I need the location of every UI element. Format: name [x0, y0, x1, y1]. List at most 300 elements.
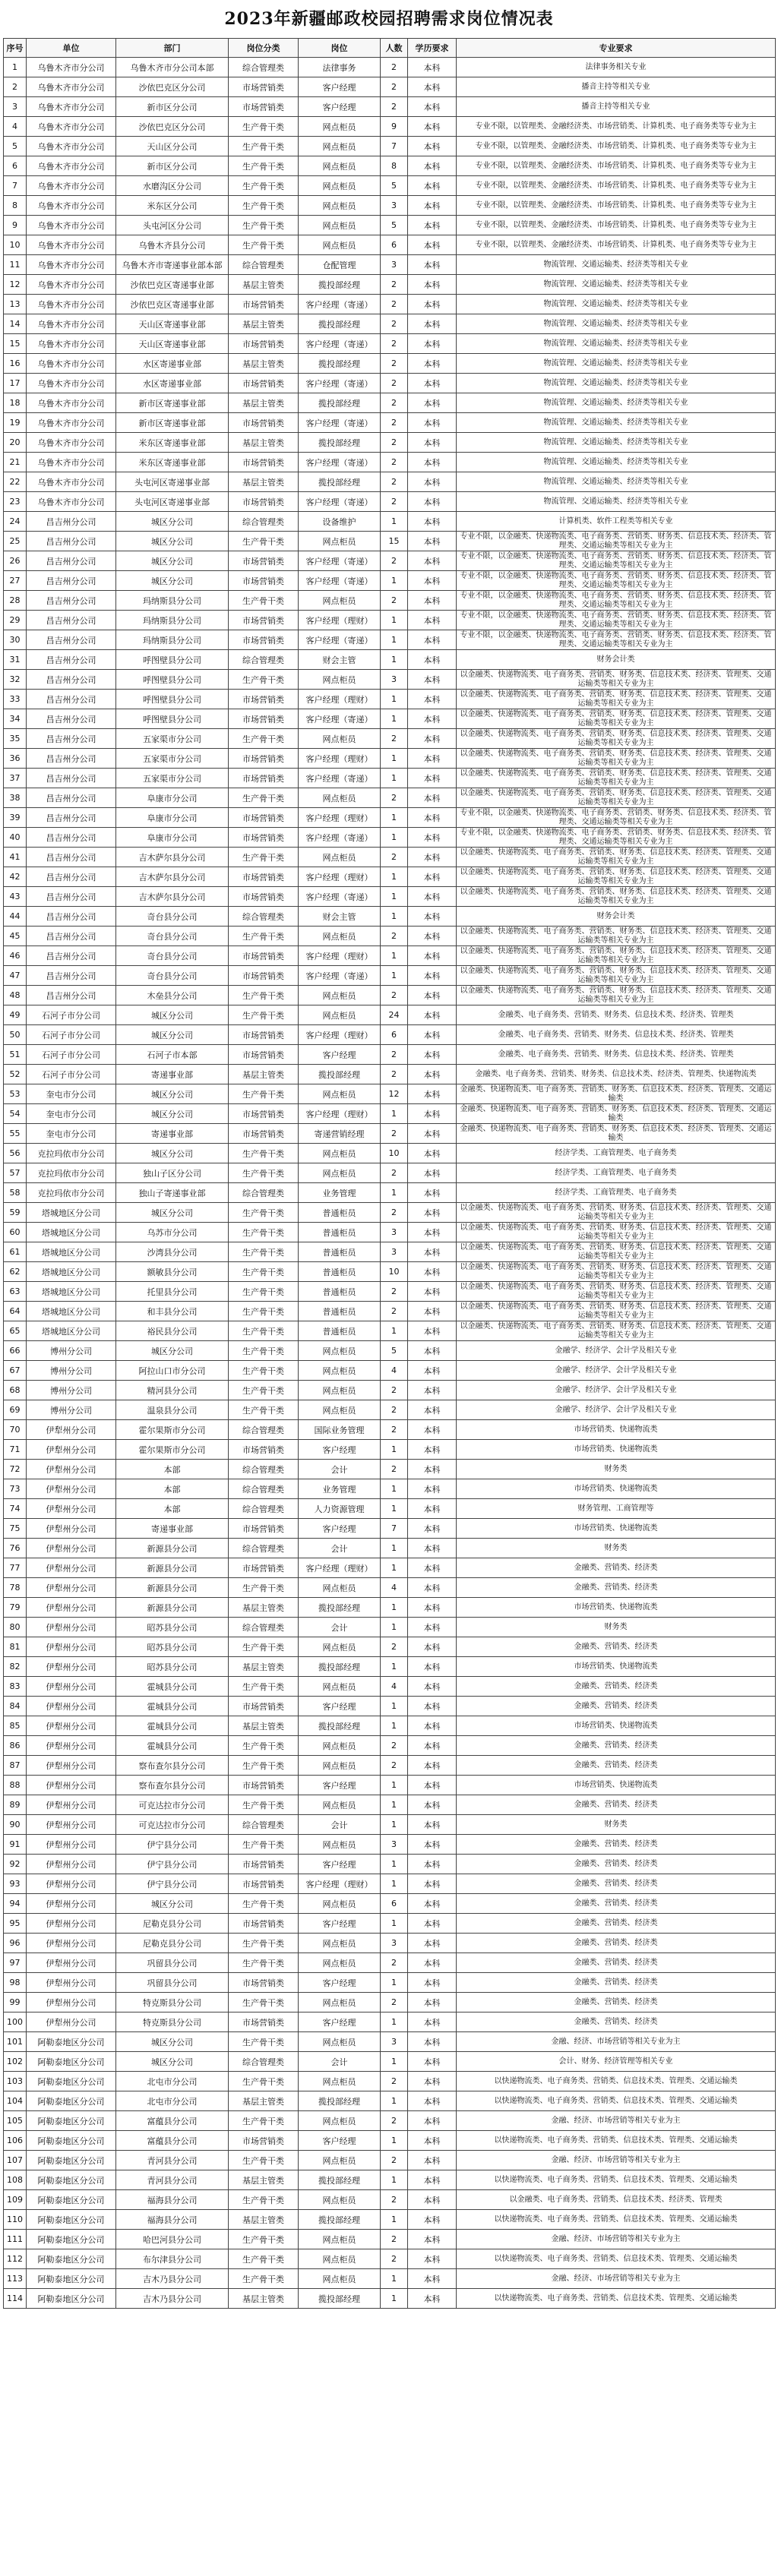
table-row	[4, 393, 776, 413]
cell-department: 托里县分公司	[116, 1282, 229, 1302]
cell-department: 城区分公司	[116, 1894, 229, 1914]
cell-position: 网点柜员	[299, 156, 381, 176]
cell-headcount: 10	[381, 1262, 408, 1282]
cell-index: 39	[4, 808, 27, 828]
table-row	[4, 156, 776, 176]
cell-major: 物流管理、交通运输类、经济类等相关专业	[457, 314, 776, 334]
table-row	[4, 314, 776, 334]
cell-index: 60	[4, 1223, 27, 1242]
cell-category: 市场营销类	[229, 2131, 299, 2151]
cell-education: 本科	[408, 176, 457, 196]
cell-education: 本科	[408, 1302, 457, 1321]
cell-unit: 阿勒泰地区分公司	[27, 2131, 116, 2151]
cell-unit: 石河子市分公司	[27, 1005, 116, 1025]
cell-position: 普通柜员	[299, 1321, 381, 1341]
cell-position: 揽投部经理	[299, 1657, 381, 1677]
cell-position: 网点柜员	[299, 591, 381, 611]
cell-unit: 昌吉州分公司	[27, 828, 116, 848]
cell-position: 网点柜员	[299, 986, 381, 1005]
header-department: 部门	[116, 39, 229, 58]
cell-education: 本科	[408, 393, 457, 413]
cell-department: 察布查尔县分公司	[116, 1756, 229, 1776]
cell-education: 本科	[408, 1420, 457, 1440]
cell-index: 33	[4, 690, 27, 709]
cell-category: 生产骨干类	[229, 1993, 299, 2012]
cell-department: 天山区寄递事业部	[116, 334, 229, 354]
cell-position: 客户经理（理财）	[299, 690, 381, 709]
cell-education: 本科	[408, 196, 457, 216]
cell-category: 生产骨干类	[229, 1578, 299, 1598]
cell-category: 生产骨干类	[229, 729, 299, 749]
cell-category: 市场营销类	[229, 77, 299, 97]
cell-position: 客户经理（寄递）	[299, 966, 381, 986]
cell-department: 本部	[116, 1460, 229, 1479]
cell-department: 阜康市分公司	[116, 828, 229, 848]
cell-unit: 昌吉州分公司	[27, 867, 116, 887]
cell-education: 本科	[408, 769, 457, 788]
cell-education: 本科	[408, 1045, 457, 1065]
cell-headcount: 3	[381, 1835, 408, 1855]
cell-education: 本科	[408, 887, 457, 907]
cell-education: 本科	[408, 2289, 457, 2309]
cell-major: 物流管理、交通运输类、经济类等相关专业	[457, 472, 776, 492]
cell-unit: 伊犁州分公司	[27, 1756, 116, 1776]
cell-unit: 昌吉州分公司	[27, 611, 116, 630]
cell-position: 客户经理	[299, 2012, 381, 2032]
cell-headcount: 1	[381, 1657, 408, 1677]
cell-department: 霍城县分公司	[116, 1697, 229, 1716]
cell-major: 市场营销类、快递物流类	[457, 1657, 776, 1677]
cell-unit: 伊犁州分公司	[27, 1835, 116, 1855]
cell-category: 市场营销类	[229, 1855, 299, 1874]
cell-headcount: 2	[381, 1993, 408, 2012]
cell-position: 网点柜员	[299, 1578, 381, 1598]
cell-education: 本科	[408, 1953, 457, 1973]
cell-education: 本科	[408, 1341, 457, 1361]
cell-headcount: 2	[381, 77, 408, 97]
cell-department: 玛纳斯县分公司	[116, 630, 229, 650]
table-row	[4, 1558, 776, 1578]
cell-major: 以金融类、快递物流类、电子商务类、营销类、财务类、信息技术类、经济类、管理类、交通运输类等相关专业为主	[457, 1282, 776, 1302]
cell-major: 金融类、营销类、经济类	[457, 1973, 776, 1993]
cell-headcount: 1	[381, 1479, 408, 1499]
cell-category: 生产骨干类	[229, 176, 299, 196]
cell-headcount: 1	[381, 828, 408, 848]
cell-major: 市场营销类、快递物流类	[457, 1440, 776, 1460]
cell-major: 物流管理、交通运输类、经济类等相关专业	[457, 374, 776, 393]
cell-headcount: 4	[381, 1677, 408, 1697]
cell-education: 本科	[408, 1005, 457, 1025]
cell-headcount: 1	[381, 1973, 408, 1993]
cell-index: 2	[4, 77, 27, 97]
cell-major: 金融类、营销类、经济类	[457, 1894, 776, 1914]
cell-index: 21	[4, 453, 27, 472]
cell-index: 58	[4, 1183, 27, 1203]
cell-index: 112	[4, 2249, 27, 2269]
cell-category: 生产骨干类	[229, 137, 299, 156]
table-row	[4, 413, 776, 433]
table-row	[4, 2151, 776, 2170]
cell-education: 本科	[408, 1795, 457, 1815]
cell-index: 100	[4, 2012, 27, 2032]
cell-education: 本科	[408, 1558, 457, 1578]
cell-position: 客户经理（寄递）	[299, 453, 381, 472]
cell-index: 68	[4, 1381, 27, 1400]
cell-position: 财会主管	[299, 650, 381, 670]
cell-headcount: 2	[381, 848, 408, 867]
cell-headcount: 2	[381, 2230, 408, 2249]
cell-unit: 塔城地区分公司	[27, 1262, 116, 1282]
table-row	[4, 512, 776, 532]
header-index: 序号	[4, 39, 27, 58]
cell-education: 本科	[408, 1124, 457, 1144]
cell-major: 金融类、营销类、经济类	[457, 1637, 776, 1657]
cell-position: 普通柜员	[299, 1203, 381, 1223]
cell-unit: 乌鲁木齐市分公司	[27, 354, 116, 374]
cell-category: 综合管理类	[229, 1479, 299, 1499]
cell-major: 金融、经济、市场营销等相关专业为主	[457, 2230, 776, 2249]
cell-index: 70	[4, 1420, 27, 1440]
cell-education: 本科	[408, 907, 457, 927]
cell-headcount: 2	[381, 591, 408, 611]
cell-education: 本科	[408, 1657, 457, 1677]
table-row	[4, 1539, 776, 1558]
table-row	[4, 1776, 776, 1795]
table-row	[4, 1953, 776, 1973]
cell-category: 基层主管类	[229, 472, 299, 492]
cell-unit: 乌鲁木齐市分公司	[27, 156, 116, 176]
cell-position: 揽投部经理	[299, 472, 381, 492]
cell-category: 基层主管类	[229, 275, 299, 295]
cell-unit: 阿勒泰地区分公司	[27, 2111, 116, 2131]
table-row	[4, 354, 776, 374]
cell-index: 28	[4, 591, 27, 611]
cell-education: 本科	[408, 927, 457, 946]
table-row	[4, 1104, 776, 1124]
cell-department: 奇台县分公司	[116, 966, 229, 986]
cell-unit: 塔城地区分公司	[27, 1321, 116, 1341]
cell-department: 新市区分公司	[116, 156, 229, 176]
cell-index: 94	[4, 1894, 27, 1914]
cell-headcount: 1	[381, 887, 408, 907]
cell-headcount: 2	[381, 551, 408, 571]
cell-category: 综合管理类	[229, 1618, 299, 1637]
cell-category: 市场营销类	[229, 1874, 299, 1894]
cell-unit: 伊犁州分公司	[27, 1716, 116, 1736]
table-row	[4, 1914, 776, 1934]
cell-unit: 昌吉州分公司	[27, 749, 116, 769]
cell-category: 基层主管类	[229, 2091, 299, 2111]
cell-unit: 伊犁州分公司	[27, 1657, 116, 1677]
cell-education: 本科	[408, 986, 457, 1005]
cell-headcount: 1	[381, 571, 408, 591]
cell-unit: 伊犁州分公司	[27, 1815, 116, 1835]
cell-major: 专业不限，以管理类、金融经济类、市场营销类、计算机类、电子商务类等专业为主	[457, 235, 776, 255]
cell-unit: 伊犁州分公司	[27, 1855, 116, 1874]
cell-index: 79	[4, 1598, 27, 1618]
cell-major: 经济学类、工商管理类、电子商务类	[457, 1144, 776, 1163]
cell-position: 揽投部经理	[299, 2091, 381, 2111]
cell-department: 哈巴河县分公司	[116, 2230, 229, 2249]
cell-major: 财务类	[457, 1460, 776, 1479]
cell-unit: 伊犁州分公司	[27, 1697, 116, 1716]
header-category: 岗位分类	[229, 39, 299, 58]
cell-category: 综合管理类	[229, 58, 299, 77]
cell-category: 生产骨干类	[229, 2230, 299, 2249]
table-row	[4, 650, 776, 670]
cell-major: 市场营销类、快递物流类	[457, 1519, 776, 1539]
cell-position: 网点柜员	[299, 2190, 381, 2210]
cell-department: 玛纳斯县分公司	[116, 591, 229, 611]
cell-unit: 伊犁州分公司	[27, 1539, 116, 1558]
cell-headcount: 9	[381, 117, 408, 137]
cell-headcount: 2	[381, 1400, 408, 1420]
cell-headcount: 6	[381, 1894, 408, 1914]
cell-department: 巩留县分公司	[116, 1973, 229, 1993]
table-row	[4, 1025, 776, 1045]
cell-headcount: 7	[381, 137, 408, 156]
cell-unit: 昌吉州分公司	[27, 690, 116, 709]
cell-category: 市场营销类	[229, 551, 299, 571]
cell-education: 本科	[408, 1578, 457, 1598]
cell-unit: 博州分公司	[27, 1341, 116, 1361]
cell-education: 本科	[408, 1716, 457, 1736]
cell-index: 93	[4, 1874, 27, 1894]
cell-position: 客户经理（理财）	[299, 1558, 381, 1578]
cell-position: 客户经理（寄递）	[299, 551, 381, 571]
cell-index: 5	[4, 137, 27, 156]
cell-headcount: 7	[381, 1519, 408, 1539]
cell-unit: 乌鲁木齐市分公司	[27, 176, 116, 196]
cell-unit: 乌鲁木齐市分公司	[27, 196, 116, 216]
cell-major: 以金融类、快递物流类、电子商务类、营销类、财务类、信息技术类、经济类、管理类、交通运输类等相关专业为主	[457, 1242, 776, 1262]
cell-headcount: 2	[381, 1420, 408, 1440]
cell-unit: 昌吉州分公司	[27, 571, 116, 591]
cell-position: 普通柜员	[299, 1282, 381, 1302]
cell-major: 以快递物流类、电子商务类、营销类、信息技术类、管理类、交通运输类	[457, 2210, 776, 2230]
cell-department: 城区分公司	[116, 571, 229, 591]
cell-department: 伊宁县分公司	[116, 1855, 229, 1874]
cell-department: 新源县分公司	[116, 1598, 229, 1618]
cell-index: 50	[4, 1025, 27, 1045]
cell-headcount: 4	[381, 1578, 408, 1598]
cell-major: 金融类、营销类、经济类	[457, 1756, 776, 1776]
cell-headcount: 3	[381, 670, 408, 690]
cell-major: 金融类、营销类、经济类	[457, 1874, 776, 1894]
cell-unit: 乌鲁木齐市分公司	[27, 235, 116, 255]
cell-headcount: 5	[381, 176, 408, 196]
cell-major: 金融学、经济学、会计学及相关专业	[457, 1400, 776, 1420]
table-body	[4, 58, 776, 2309]
cell-index: 25	[4, 532, 27, 551]
cell-department: 吉木乃县分公司	[116, 2289, 229, 2309]
table-row	[4, 611, 776, 630]
cell-index: 27	[4, 571, 27, 591]
cell-category: 基层主管类	[229, 2289, 299, 2309]
header-major: 专业要求	[457, 39, 776, 58]
cell-headcount: 2	[381, 2190, 408, 2210]
cell-department: 尼勒克县分公司	[116, 1914, 229, 1934]
cell-major: 金融学、经济学、会计学及相关专业	[457, 1361, 776, 1381]
cell-category: 生产骨干类	[229, 1242, 299, 1262]
cell-headcount: 4	[381, 1361, 408, 1381]
cell-education: 本科	[408, 591, 457, 611]
cell-headcount: 2	[381, 492, 408, 512]
cell-unit: 伊犁州分公司	[27, 1776, 116, 1795]
cell-category: 生产骨干类	[229, 1677, 299, 1697]
cell-major: 金融类、快递物流类、电子商务类、营销类、财务类、信息技术类、经济类、管理类、交通运输类	[457, 1124, 776, 1144]
cell-headcount: 1	[381, 2131, 408, 2151]
cell-position: 网点柜员	[299, 532, 381, 551]
cell-department: 裕民县分公司	[116, 1321, 229, 1341]
cell-major: 金融类、快递物流类、电子商务类、营销类、财务类、信息技术类、经济类、管理类、交通运输类	[457, 1084, 776, 1104]
cell-department: 呼图壁县分公司	[116, 650, 229, 670]
cell-unit: 昌吉州分公司	[27, 788, 116, 808]
cell-education: 本科	[408, 2249, 457, 2269]
table-row	[4, 1163, 776, 1183]
cell-education: 本科	[408, 492, 457, 512]
cell-category: 生产骨干类	[229, 1381, 299, 1400]
cell-headcount: 1	[381, 1618, 408, 1637]
cell-unit: 乌鲁木齐市分公司	[27, 314, 116, 334]
cell-index: 76	[4, 1539, 27, 1558]
cell-index: 6	[4, 156, 27, 176]
table-row	[4, 2190, 776, 2210]
cell-unit: 伊犁州分公司	[27, 1460, 116, 1479]
cell-position: 网点柜员	[299, 176, 381, 196]
cell-headcount: 1	[381, 1321, 408, 1341]
cell-headcount: 2	[381, 986, 408, 1005]
cell-position: 客户经理（理财）	[299, 1104, 381, 1124]
cell-education: 本科	[408, 2111, 457, 2131]
cell-education: 本科	[408, 788, 457, 808]
cell-unit: 奎屯市分公司	[27, 1084, 116, 1104]
cell-department: 城区分公司	[116, 1203, 229, 1223]
cell-category: 生产骨干类	[229, 670, 299, 690]
cell-position: 揽投部经理	[299, 354, 381, 374]
cell-education: 本科	[408, 1618, 457, 1637]
cell-position: 客户经理（寄递）	[299, 334, 381, 354]
cell-department: 新市区寄递事业部	[116, 393, 229, 413]
cell-education: 本科	[408, 1104, 457, 1124]
table-row	[4, 275, 776, 295]
cell-category: 市场营销类	[229, 334, 299, 354]
cell-position: 客户经理（理财）	[299, 867, 381, 887]
cell-unit: 克拉玛依市分公司	[27, 1183, 116, 1203]
cell-index: 96	[4, 1934, 27, 1953]
cell-headcount: 1	[381, 512, 408, 532]
cell-category: 生产骨干类	[229, 2032, 299, 2052]
cell-index: 20	[4, 433, 27, 453]
cell-major: 物流管理、交通运输类、经济类等相关专业	[457, 295, 776, 314]
cell-position: 网点柜员	[299, 2072, 381, 2091]
table-row	[4, 1144, 776, 1163]
cell-position: 客户经理	[299, 1914, 381, 1934]
cell-position: 会计	[299, 1460, 381, 1479]
cell-unit: 乌鲁木齐市分公司	[27, 295, 116, 314]
header-headcount: 人数	[381, 39, 408, 58]
cell-unit: 塔城地区分公司	[27, 1223, 116, 1242]
cell-unit: 伊犁州分公司	[27, 1795, 116, 1815]
cell-unit: 伊犁州分公司	[27, 1934, 116, 1953]
cell-unit: 塔城地区分公司	[27, 1282, 116, 1302]
cell-headcount: 2	[381, 58, 408, 77]
cell-unit: 伊犁州分公司	[27, 1914, 116, 1934]
cell-department: 五家渠市分公司	[116, 749, 229, 769]
cell-major: 金融类、营销类、经济类	[457, 1578, 776, 1598]
cell-unit: 乌鲁木齐市分公司	[27, 433, 116, 453]
table-row	[4, 1005, 776, 1025]
cell-headcount: 1	[381, 1795, 408, 1815]
cell-headcount: 1	[381, 2269, 408, 2289]
table-row	[4, 966, 776, 986]
cell-education: 本科	[408, 58, 457, 77]
table-row	[4, 986, 776, 1005]
cell-position: 网点柜员	[299, 137, 381, 156]
cell-position: 网点柜员	[299, 1736, 381, 1756]
cell-education: 本科	[408, 1934, 457, 1953]
cell-education: 本科	[408, 275, 457, 295]
cell-major: 金融、经济、市场营销等相关专业为主	[457, 2111, 776, 2131]
cell-education: 本科	[408, 1203, 457, 1223]
cell-department: 霍尔果斯市分公司	[116, 1420, 229, 1440]
cell-major: 市场营销类、快递物流类	[457, 1598, 776, 1618]
cell-category: 生产骨干类	[229, 216, 299, 235]
cell-department: 玛纳斯县分公司	[116, 611, 229, 630]
cell-index: 47	[4, 966, 27, 986]
cell-index: 114	[4, 2289, 27, 2309]
cell-category: 综合管理类	[229, 2052, 299, 2072]
cell-unit: 乌鲁木齐市分公司	[27, 216, 116, 235]
cell-category: 市场营销类	[229, 1025, 299, 1045]
cell-headcount: 1	[381, 630, 408, 650]
cell-education: 本科	[408, 1361, 457, 1381]
table-row	[4, 453, 776, 472]
cell-index: 106	[4, 2131, 27, 2151]
cell-education: 本科	[408, 1874, 457, 1894]
cell-headcount: 2	[381, 1282, 408, 1302]
table-row	[4, 1973, 776, 1993]
cell-department: 布尔津县分公司	[116, 2249, 229, 2269]
cell-position: 网点柜员	[299, 1677, 381, 1697]
table-row	[4, 58, 776, 77]
table-row	[4, 670, 776, 690]
cell-major: 以金融类、快递物流类、电子商务类、营销类、财务类、信息技术类、经济类、管理类、交通运输类等相关专业为主	[457, 848, 776, 867]
cell-department: 寄递事业部	[116, 1124, 229, 1144]
cell-position: 客户经理（寄递）	[299, 374, 381, 393]
cell-category: 基层主管类	[229, 1598, 299, 1618]
cell-headcount: 2	[381, 729, 408, 749]
cell-department: 新市区寄递事业部	[116, 413, 229, 433]
cell-headcount: 2	[381, 1637, 408, 1657]
cell-index: 62	[4, 1262, 27, 1282]
cell-position: 网点柜员	[299, 1756, 381, 1776]
cell-position: 网点柜员	[299, 729, 381, 749]
cell-unit: 伊犁州分公司	[27, 1618, 116, 1637]
cell-department: 奇台县分公司	[116, 927, 229, 946]
cell-category: 市场营销类	[229, 1519, 299, 1539]
cell-unit: 昌吉州分公司	[27, 551, 116, 571]
cell-unit: 伊犁州分公司	[27, 1558, 116, 1578]
cell-education: 本科	[408, 670, 457, 690]
cell-department: 米东区分公司	[116, 196, 229, 216]
cell-major: 市场营销类、快递物流类	[457, 1479, 776, 1499]
cell-headcount: 2	[381, 295, 408, 314]
cell-category: 市场营销类	[229, 374, 299, 393]
cell-unit: 石河子市分公司	[27, 1025, 116, 1045]
cell-education: 本科	[408, 77, 457, 97]
cell-department: 富蕴县分公司	[116, 2111, 229, 2131]
